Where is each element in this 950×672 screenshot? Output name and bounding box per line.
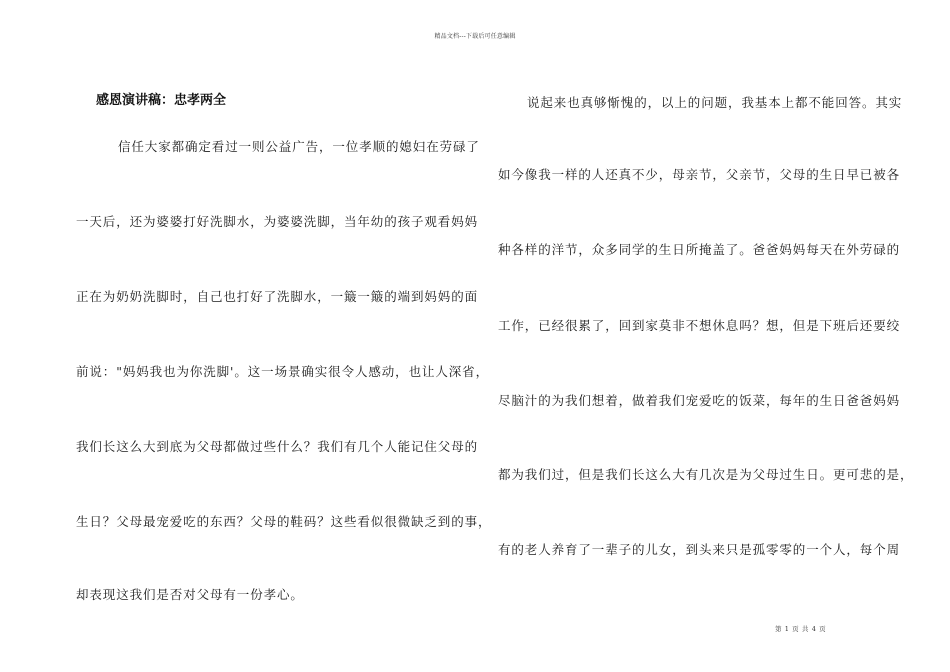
text-line: 尽脑汁的为我们想着，做着我们宠爱吃的饭菜，每年的生日爸爸妈妈 [498, 393, 901, 408]
text-line: 说起来也真够惭愧的，以上的问题，我基本上都不能回答。其实 [527, 95, 903, 110]
text-line: 工作，已经很累了，回到家莫非不想休息吗？想，但是下班后还要绞 [498, 318, 901, 333]
text-line: 我们长这么大到底为父母都做过些什么？我们有几个人能记住父母的 [76, 439, 479, 454]
text-line: 信任大家都确定看过一则公益广告，一位孝顺的媳妇在劳碌了 [118, 139, 480, 154]
document-title: 感恩演讲稿：忠孝两全 [96, 93, 227, 108]
text-line: 一天后，还为婆婆打好洗脚水，为婆婆洗脚，当年幼的孩子观看妈妈 [76, 214, 479, 229]
text-line: 前说："妈妈我也为你洗脚'。这一场景确实很令人感动，也让人深省， [76, 364, 489, 379]
text-line: 如今像我一样的人还真不少，母亲节，父亲节，父母的生日早已被各 [498, 167, 901, 182]
text-line: 生日？父母最宠爱吃的东西？父母的鞋码？这些看似很微缺乏到的事， [76, 514, 492, 529]
page-number: 第 1 页 共 4 页 [775, 625, 827, 633]
text-line: 有的老人养育了一辈子的儿女，到头来只是孤零零的一个人，每个周 [498, 542, 901, 557]
text-line: 却表现这我们是否对父母有一份孝心。 [76, 587, 304, 602]
text-line: 正在为奶奶洗脚时，自己也打好了洗脚水，一簸一簸的端到妈妈的面 [76, 289, 479, 304]
text-line: 种各样的洋节，众多同学的生日所掩盖了。爸爸妈妈每天在外劳碌的 [498, 242, 901, 257]
header-note: 精品文档---下载后可任意编辑 [434, 33, 516, 40]
text-line: 都为我们过，但是我们长这么大有几次是为父母过生日。更可悲的是， [498, 467, 914, 482]
